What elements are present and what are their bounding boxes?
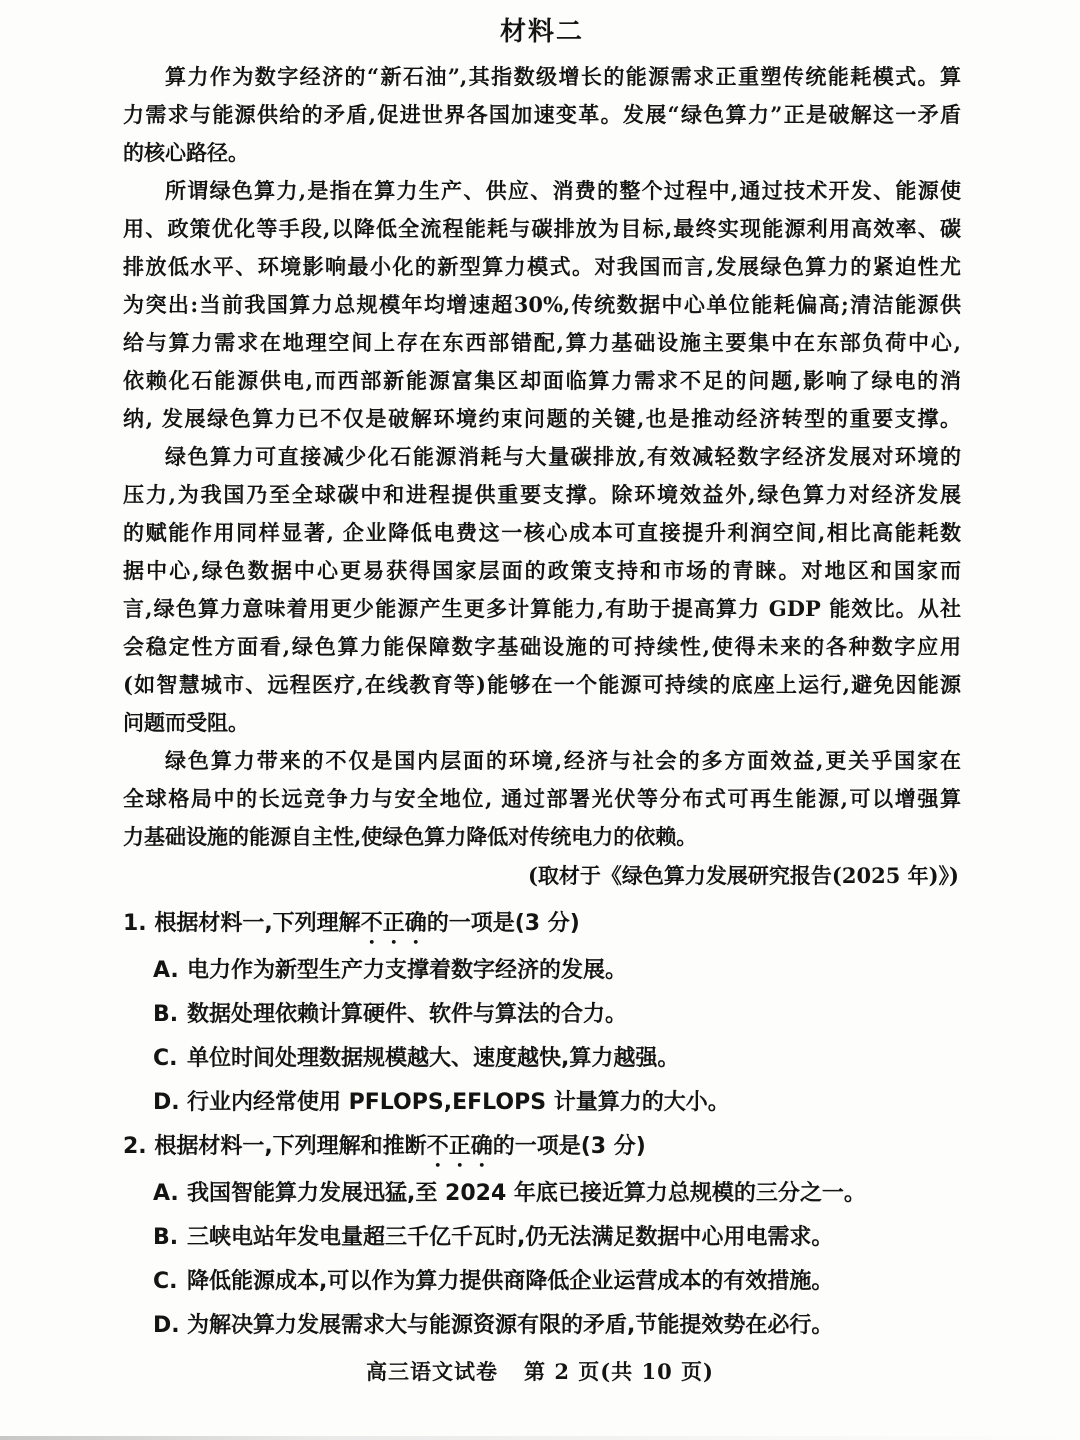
option-label: A. xyxy=(153,1181,179,1206)
passage-line: 的核心路径。 xyxy=(123,140,249,165)
question-1-option-d xyxy=(153,1081,961,1125)
option-label: B. xyxy=(153,1002,179,1027)
passage-line: 用、政策优化等手段,以降低全流程能耗与碳排放为目标,最终实现能源利用高效率、碳 xyxy=(123,216,961,241)
option-label: D. xyxy=(153,1313,180,1338)
option-text: 数据处理依赖计算硬件、软件与算法的合力。 xyxy=(187,1002,628,1027)
question-1-stem xyxy=(123,902,961,949)
question-1-option-a xyxy=(153,949,961,993)
question-2-option-b xyxy=(153,1216,961,1260)
passage-line: 所谓绿色算力,是指在算力生产、供应、消费的整个过程中,通过技术开发、能源使 xyxy=(165,178,961,203)
option-label: A. xyxy=(153,958,179,983)
passage-line: 问题而受阻。 xyxy=(123,710,249,735)
passage-line: 会稳定性方面看,绿色算力能保障数字基础设施的可持续性,使得未来的各种数字应用 xyxy=(123,634,961,659)
passage-line: 的赋能作用同样显著, 企业降低电费这一核心成本可直接提升利润空间,相比高能耗数 xyxy=(123,520,961,545)
paragraph-2 xyxy=(123,172,961,438)
question-1 xyxy=(123,902,961,1125)
option-text: 行业内经常使用 PFLOPS,EFLOPS 计量算力的大小。 xyxy=(187,1090,730,1115)
passage-line: 力需求与能源供给的矛盾,促进世界各国加速变革。发展“绿色算力”正是破解这一矛盾 xyxy=(123,102,961,127)
passage-line: 纳, 发展绿色算力已不仅是破解环境约束问题的关键,也是推动经济转型的重要支撑。 xyxy=(123,406,961,431)
question-2-option-c xyxy=(153,1260,961,1304)
exam-title: 高三语文试卷 xyxy=(366,1359,499,1384)
question-1-option-c xyxy=(153,1037,961,1081)
question-2-stem-suffix: 的一项是(3 分) xyxy=(492,1134,646,1159)
passage-line: 压力,为我国乃至全球碳中和进程提供重要支撑。除环境效益外,绿色算力对经济发展 xyxy=(123,482,961,507)
passage-line: 依赖化石能源供电,而西部新能源富集区却面临算力需求不足的问题,影响了绿电的消 xyxy=(123,368,961,393)
option-text: 单位时间处理数据规模越大、速度越快,算力越强。 xyxy=(187,1046,680,1071)
passage xyxy=(123,58,961,896)
source-citation: (取材于《绿色算力发展研究报告(2025 年)》) xyxy=(527,863,959,888)
passage-line: 算力作为数字经济的“新石油”,其指数级增长的能源需求正重塑传统能耗模式。算 xyxy=(165,64,961,89)
questions-section xyxy=(123,902,961,1348)
option-label: C. xyxy=(153,1269,178,1294)
option-text: 我国智能算力发展迅猛,至 2024 年底已接近算力总规模的三分之一。 xyxy=(187,1181,866,1206)
passage-line: 为突出:当前我国算力总规模年均增速超30%,传统数据中心单位能耗偏高;清洁能源供 xyxy=(123,292,961,317)
option-text: 为解决算力发展需求大与能源资源有限的矛盾,节能提效势在必行。 xyxy=(187,1313,834,1338)
passage-line: 据中心,绿色数据中心更易获得国家层面的政策支持和市场的青睐。对地区和国家而 xyxy=(123,558,961,583)
page-footer xyxy=(0,1356,1080,1386)
paragraph-1 xyxy=(123,58,961,172)
option-label: D. xyxy=(153,1090,180,1115)
page-number: 第 2 页(共 10 页) xyxy=(524,1359,714,1384)
option-text: 电力作为新型生产力支撑着数字经济的发展。 xyxy=(187,958,628,983)
question-2-option-a xyxy=(153,1172,961,1216)
question-2 xyxy=(123,1125,961,1348)
question-1-option-b xyxy=(153,993,961,1037)
page-content xyxy=(123,14,961,1348)
question-2-stem-prefix: 2. 根据材料一,下列理解和推断 xyxy=(123,1134,427,1159)
passage-line: 绿色算力可直接减少化石能源消耗与大量碳排放,有效减轻数字经济发展对环境的 xyxy=(165,444,961,469)
passage-line: 给与算力需求在地理空间上存在东西部错配,算力基础设施主要集中在东部负荷中心, xyxy=(123,330,961,355)
question-2-stem-emphasis: 不正确 xyxy=(426,1134,493,1159)
passage-line: 排放低水平、环境影响最小化的新型算力模式。对我国而言,发展绿色算力的紧迫性尤 xyxy=(123,254,961,279)
passage-line: 绿色算力带来的不仅是国内层面的环境,经济与社会的多方面效益,更关乎国家在 xyxy=(165,748,961,773)
option-text: 降低能源成本,可以作为算力提供商降低企业运营成本的有效措施。 xyxy=(187,1269,834,1294)
passage-line: 全球格局中的长远竞争力与安全地位, 通过部署光伏等分布式可再生能源,可以增强算 xyxy=(123,786,961,811)
passage-line: 力基础设施的能源自主性,使绿色算力降低对传统电力的依赖。 xyxy=(123,824,698,849)
question-2-option-d xyxy=(153,1304,961,1348)
option-text: 三峡电站年发电量超三千亿千瓦时,仍无法满足数据中心用电需求。 xyxy=(187,1225,834,1250)
section-title: 材料二 xyxy=(499,17,584,47)
paragraph-4 xyxy=(123,742,961,856)
question-1-stem-prefix: 1. 根据材料一,下列理解 xyxy=(123,911,361,936)
passage-line: 言,绿色算力意味着用更少能源产生更多计算能力,有助于提高算力 GDP 能效比。从社 xyxy=(123,596,961,621)
paragraph-3 xyxy=(123,438,961,742)
question-1-stem-suffix: 的一项是(3 分) xyxy=(426,911,580,936)
option-label: C. xyxy=(153,1046,178,1071)
question-2-stem xyxy=(123,1125,961,1172)
passage-line: (如智慧城市、远程医疗,在线教育等)能够在一个能源可持续的底座上运行,避免因能源 xyxy=(123,672,961,697)
question-1-stem-emphasis: 不正确 xyxy=(360,911,427,936)
scan-edge-shadow xyxy=(0,1436,1080,1440)
option-label: B. xyxy=(153,1225,179,1250)
